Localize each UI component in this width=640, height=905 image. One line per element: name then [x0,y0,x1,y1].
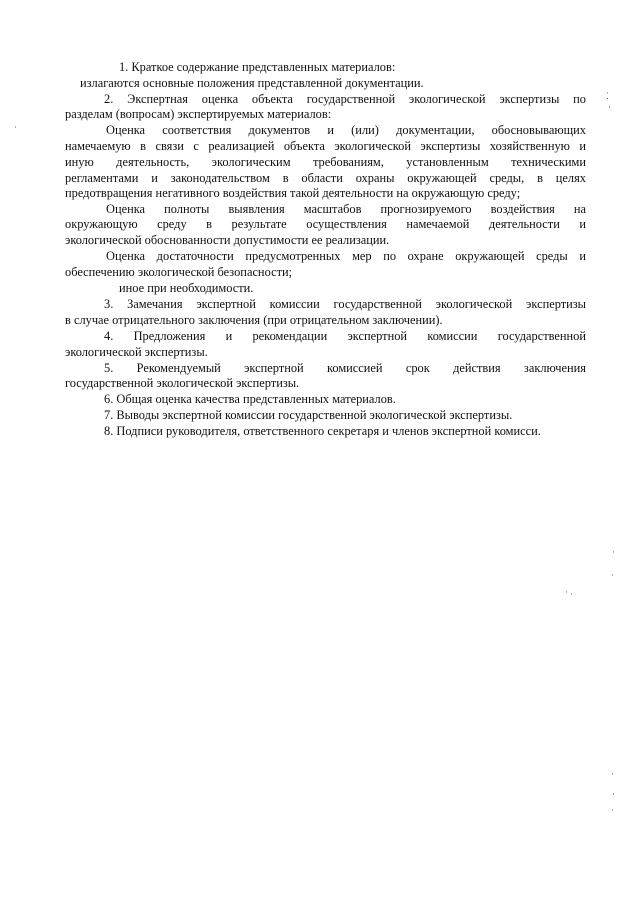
scan-speck: · [570,589,573,599]
item-4-line-2: экологической экспертизы. [65,345,208,359]
item-5-line-2: государственной экологической экспертизы. [65,376,300,390]
scan-speck: · [611,769,614,779]
item-3-line-1: 3. Замечания экспертной комиссии государственной экологической экспертизы [104,297,586,311]
other-if-needed: иное при необходимости. [119,281,254,295]
assessment-sufficiency-line-1: Оценка достаточности предусмотренных мер по охране окружающей среды и [106,249,586,263]
assessment-completeness-line-1: Оценка полноты выявления масштабов прогнозируемого воздействия на [106,202,586,216]
item-4-line-1: 4. Предложения и рекомендации экспертной комиссии государственной [104,329,586,343]
item-3-line-2: в случае отрицательного заключения (при отрицательном заключении). [65,313,443,327]
scan-speck: · [612,789,615,799]
scan-speck: · [14,122,17,132]
item-7: 7. Выводы экспертной комиссии государственной экологической экспертизы. [104,408,513,422]
item-8: 8. Подписи руководителя, ответственного секретаря и членов экспертной комисси. [104,424,541,438]
scan-speck: · [608,102,611,112]
assessment-compliance-line-4: регламентами и законодательством в области охраны окружающей среды, в целях [65,171,586,185]
item-2-heading-cont: разделам (вопросам) экспертируемых материалов: [65,107,332,121]
assessment-sufficiency-line-2: обеспечению экологической безопасности; [65,265,293,279]
scan-speck: · [611,570,614,580]
assessment-compliance-line-2: намечаемую в связи с реализацией объекта экологической экспертизы хозяйственную и [65,139,586,153]
item-1-heading: 1. Краткое содержание представленных материалов: [119,60,396,74]
scan-speck: · [612,547,615,557]
assessment-completeness-line-2: окружающую среду в результате осуществления намечаемой деятельности и [65,217,586,231]
scan-speck: · [611,805,614,815]
assessment-compliance-line-3: иную деятельность, экологическим требованиям, установленным техническими [65,155,586,169]
item-6: 6. Общая оценка качества представленных материалов. [104,392,396,406]
scan-speck: · [565,587,568,597]
item-2-heading: 2. Экспертная оценка объекта государственной экологической экспертизы по [104,92,586,106]
assessment-compliance-line-5: предотвращения негативного воздействия такой деятельности на окружающую среду; [65,186,521,200]
item-5-line-1: 5. Рекомендуемый экспертной комиссией срок действия заключения [104,361,586,375]
assessment-compliance-line-1: Оценка соответствия документов и (или) документации, обосновывающих [106,123,586,137]
item-1-text: излагаются основные положения представленной документации. [80,76,424,90]
assessment-completeness-line-3: экологической обоснованности допустимости ее реализации. [65,233,390,247]
scan-speck: ⁚ [606,91,609,101]
